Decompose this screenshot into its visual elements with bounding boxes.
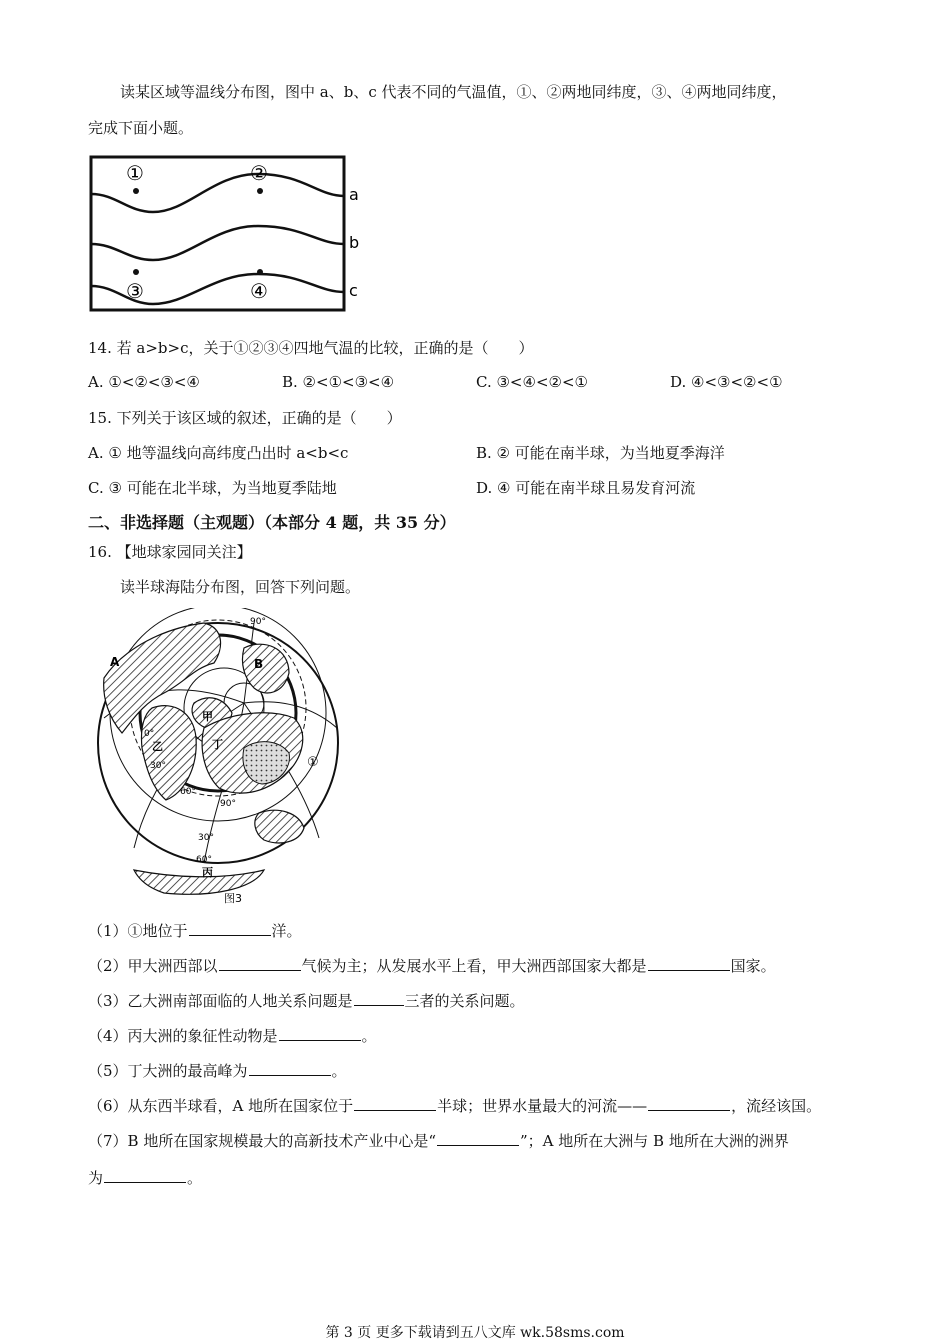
q16-sub-1: [88, 921, 302, 941]
q15-option-a[interactable]: A. ① 地等温线向高纬度凸出时 a<b<c: [88, 444, 349, 462]
q15-option-b[interactable]: B. ② 可能在南半球，为当地夏季海洋: [476, 444, 725, 462]
point-3-label: ③: [126, 279, 144, 303]
point-4-dot: [257, 269, 263, 275]
point-2-label: ②: [250, 161, 268, 185]
answer-blank-2b[interactable]: [648, 956, 730, 971]
figure-caption: 图3: [224, 892, 242, 905]
answer-blank-2a[interactable]: [219, 956, 301, 971]
q14-option-a[interactable]: A. ①<②<③<④: [88, 373, 200, 391]
answer-blank-7a[interactable]: [437, 1131, 519, 1146]
label-A: A: [110, 655, 120, 669]
q16-sub4-text-b: 。: [361, 1027, 377, 1045]
q16-sub7-text-a: （7）B 地所在国家规模最大的高新技术产业中心是“: [88, 1132, 437, 1150]
point-4-label: ④: [250, 279, 268, 303]
q16-title: 16. 【地球家园同关注】: [88, 543, 252, 561]
q16-sub2-text-c: 国家。: [730, 957, 776, 975]
label-60-bottom: 60°: [196, 855, 212, 865]
q14-option-c[interactable]: C. ③<④<②<①: [476, 373, 588, 391]
point-1-label: ①: [126, 161, 144, 185]
label-jia: 甲: [202, 710, 213, 723]
q16-sub7-line2-text-b: 。: [187, 1169, 203, 1187]
label-B: B: [254, 657, 264, 671]
q15-stem: 15. 下列关于该区域的叙述，正确的是（ ）: [88, 409, 402, 427]
label-30-left: 30°: [150, 761, 166, 771]
q14-option-d[interactable]: D. ④<③<②<①: [670, 373, 783, 391]
label-90-mid: 90°: [220, 799, 236, 809]
isotherm-figure: [88, 154, 378, 314]
q16-sub3-text-b: 三者的关系问题。: [404, 992, 525, 1010]
label-ding: 丁: [212, 738, 223, 751]
q16-sub-7-line-2: [88, 1168, 202, 1188]
hemisphere-map: [94, 608, 344, 908]
q16-sub5-text-a: （5）丁大洲的最高峰为: [88, 1062, 248, 1080]
q16-sub6-text-b: 半球；世界水量最大的河流——: [437, 1097, 648, 1115]
q16-sub1-text-a: （1）①地位于: [88, 922, 188, 940]
point-3-dot: [133, 269, 139, 275]
q16-sub-2: [88, 956, 776, 976]
intro-line-1: 读某区域等温线分布图，图中 a、b、c 代表不同的气温值，①、②两地同纬度，③、④两地同纬度，: [120, 83, 787, 101]
answer-blank-5[interactable]: [249, 1061, 331, 1076]
q16-sub6-text-a: （6）从东西半球看，A 地所在国家位于: [88, 1097, 354, 1115]
answer-blank-6b[interactable]: [648, 1096, 730, 1111]
q16-sub1-text-b: 洋。: [271, 922, 302, 940]
q16-sub5-text-b: 。: [331, 1062, 347, 1080]
label-90-top: 90°: [250, 617, 266, 627]
answer-blank-1[interactable]: [189, 921, 271, 936]
south-america-bing: [134, 870, 264, 894]
q14-option-b[interactable]: B. ②<①<③<④: [282, 373, 395, 391]
q16-sub2-text-b: 气候为主；从发展水平上看，甲大洲西部国家大都是: [301, 957, 647, 975]
label-0: 0°: [144, 729, 155, 739]
q16-sub-6: [88, 1096, 821, 1116]
label-60-left: 60°: [180, 787, 196, 797]
line-label-c: c: [349, 281, 358, 300]
q15-option-c[interactable]: C. ③ 可能在北半球，为当地夏季陆地: [88, 479, 337, 497]
label-30-bottom: 30°: [198, 833, 214, 843]
q16-sub2-text-a: （2）甲大洲西部以: [88, 957, 218, 975]
isotherm-line-b: [91, 226, 344, 260]
q16-sub4-text-a: （4）丙大洲的象征性动物是: [88, 1027, 278, 1045]
q16-sub7-text-b: ”；A 地所在大洲与 B 地所在大洲的洲界: [520, 1132, 789, 1150]
answer-blank-4[interactable]: [279, 1026, 361, 1041]
section-2-title: 二、非选择题（主观题）（本部分 4 题，共 35 分）: [88, 513, 456, 532]
line-label-a: a: [349, 185, 359, 204]
label-circle-1: ①: [307, 755, 319, 770]
q14-stem: 14. 若 a>b>c，关于①②③④四地气温的比较，正确的是（ ）: [88, 339, 534, 357]
point-2-dot: [257, 188, 263, 194]
q16-sub6-text-c: ，流经该国。: [731, 1097, 822, 1115]
answer-blank-7b[interactable]: [104, 1168, 186, 1183]
q16-intro: 读半球海陆分布图，回答下列问题。: [120, 578, 361, 596]
intro-line-2: 完成下面小题。: [88, 119, 194, 137]
q16-sub-4: [88, 1026, 377, 1046]
line-label-b: b: [349, 233, 360, 252]
q16-sub7-line2-text-a: 为: [88, 1169, 104, 1187]
q15-option-d[interactable]: D. ④ 可能在南半球且易发育河流: [476, 479, 696, 497]
q16-sub-3: [88, 991, 525, 1011]
q16-sub3-text-a: （3）乙大洲南部面临的人地关系问题是: [88, 992, 353, 1010]
q16-sub-7: [88, 1131, 789, 1151]
point-1-dot: [133, 188, 139, 194]
answer-blank-3[interactable]: [354, 991, 404, 1006]
q16-sub-5: [88, 1061, 347, 1081]
label-yi: 乙: [152, 740, 163, 753]
page-footer: 第 3 页 更多下载请到五八文库 wk.58sms.com: [325, 1325, 625, 1341]
answer-blank-6a[interactable]: [354, 1096, 436, 1111]
label-bing: 丙: [202, 866, 213, 879]
